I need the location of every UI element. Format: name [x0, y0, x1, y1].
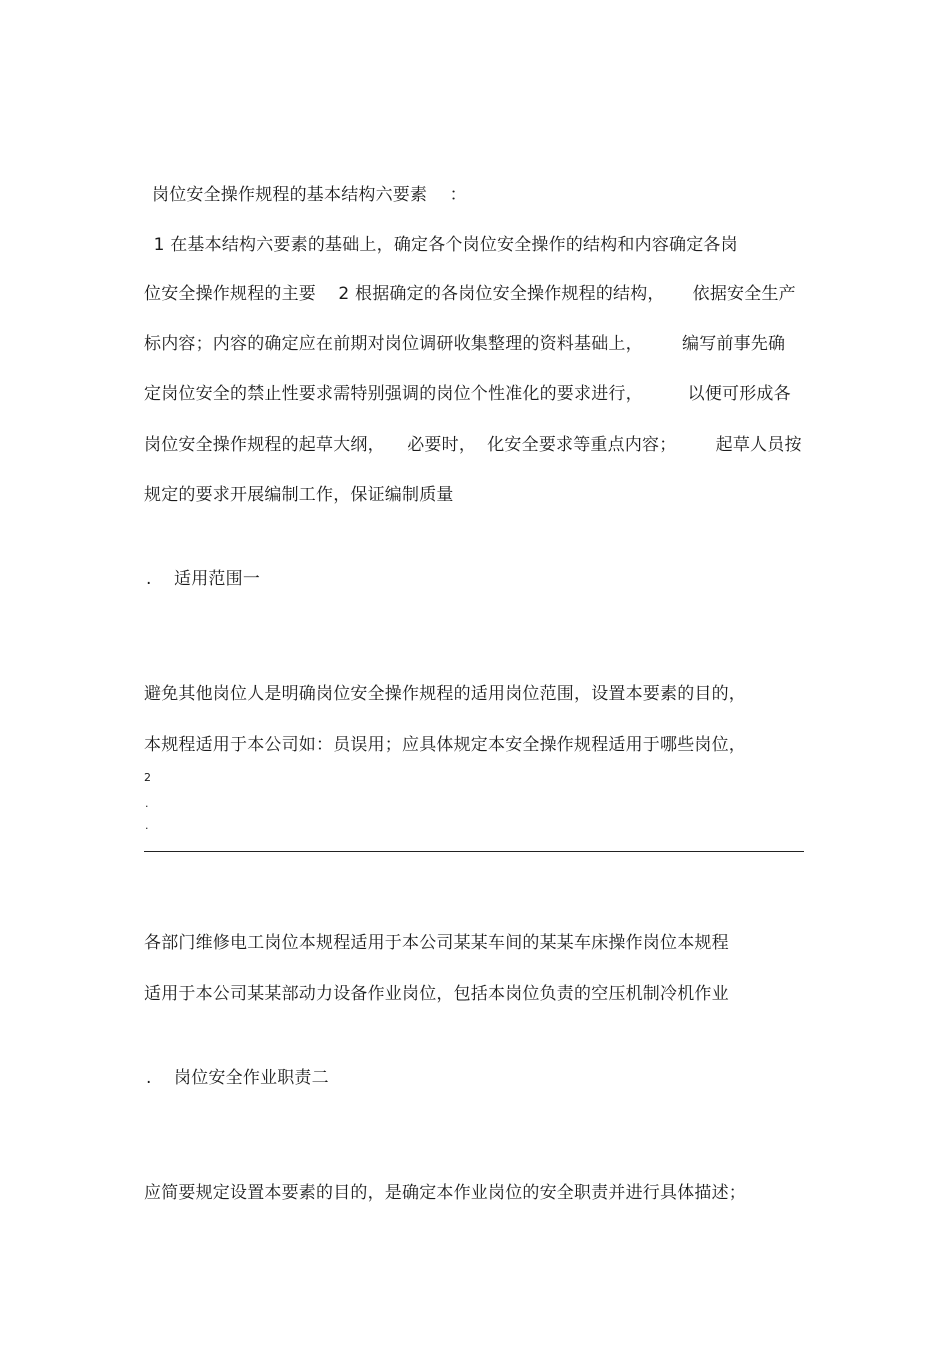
intro-line: 1 在基本结构六要素的基础上，确定各个岗位安全操作的结构和内容确定各岗 — [148, 235, 738, 255]
scope-line: 避免其他岗位人是明确岗位安全操作规程的适用岗位范围，设置本要素的目的， — [144, 684, 746, 704]
section-title-scope: . 适用范围一 — [146, 569, 261, 589]
scope-line: 本规程适用于本公司如：员误用；应具体规定本安全操作规程适用于哪些岗位， — [144, 735, 746, 755]
scope-continued-line: 各部门维修电工岗位本规程适用于本公司某某车间的某某车床操作岗位本规程 — [144, 933, 729, 953]
scope-continued-line: 适用于本公司某某部动力设备作业岗位，包括本岗位负责的空压机制冷机作业 — [144, 984, 729, 1004]
duties-line: 应简要规定设置本要素的目的，是确定本作业岗位的安全职责并进行具体描述； — [144, 1183, 746, 1203]
page-number: 2 — [144, 771, 151, 784]
intro-line: 位安全操作规程的主要 2 根据确定的各岗位安全操作规程的结构， 依据安全生产 — [144, 284, 796, 304]
page-divider — [144, 851, 804, 852]
intro-line: 标内容；内容的确定应在前期对岗位调研收集整理的资料基础上， 编写前事先确 — [144, 334, 786, 354]
document-heading: 岗位安全操作规程的基本结构六要素 ： — [152, 185, 467, 205]
intro-line: 岗位安全操作规程的起草大纲， 必要时， 化安全要求等重点内容； 起草人员按 — [144, 435, 802, 455]
page-mark-dot: . — [145, 819, 149, 832]
intro-line: 定岗位安全的禁止性要求需特别强调的岗位个性准化的要求进行， 以便可形成各 — [144, 384, 791, 404]
section-title-duties: . 岗位安全作业职责二 — [146, 1068, 329, 1088]
intro-line: 规定的要求开展编制工作，保证编制质量 — [144, 485, 454, 505]
page-mark-dot: . — [145, 797, 149, 810]
